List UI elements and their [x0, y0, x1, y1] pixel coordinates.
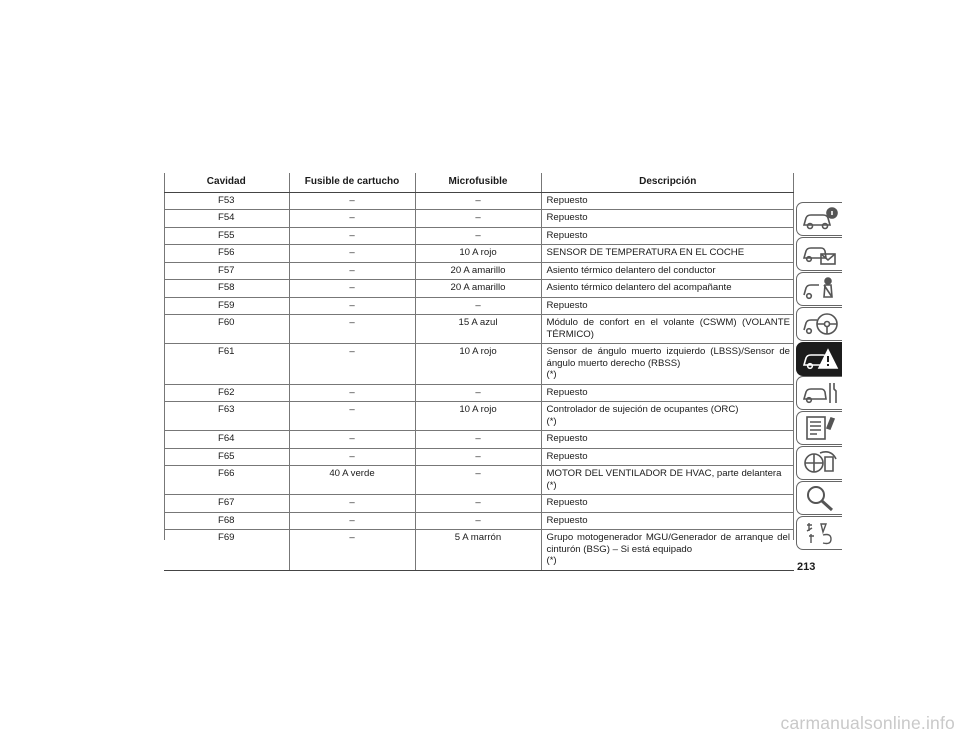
cell-description: Repuesto — [541, 431, 794, 449]
cell-cavity: F53 — [164, 192, 289, 210]
tab-servicing[interactable] — [796, 376, 842, 410]
table-row — [164, 512, 794, 530]
cell-microfuse: 20 A amarillo — [415, 262, 541, 280]
warning-triangle-car-icon — [801, 345, 839, 373]
cell-microfuse: 20 A amarillo — [415, 280, 541, 298]
tab-getting-started[interactable] — [796, 237, 842, 271]
tab-driving[interactable] — [796, 307, 842, 341]
table-row — [164, 192, 794, 210]
cell-microfuse: 10 A rojo — [415, 402, 541, 431]
tab-technical-specs[interactable] — [796, 411, 842, 445]
cell-description: Repuesto — [541, 384, 794, 402]
table-row — [164, 210, 794, 228]
chapter-tabs — [796, 202, 842, 551]
table-row — [164, 384, 794, 402]
cell-microfuse: – — [415, 227, 541, 245]
cell-cavity: F66 — [164, 466, 289, 495]
car-tools-icon — [801, 379, 839, 407]
cell-cartridge-fuse: – — [289, 431, 415, 449]
cell-microfuse: – — [415, 512, 541, 530]
car-mail-icon — [801, 240, 839, 268]
cell-microfuse: – — [415, 495, 541, 513]
cell-microfuse: – — [415, 384, 541, 402]
car-seatbelt-icon — [801, 275, 839, 303]
cell-microfuse: 10 A rojo — [415, 344, 541, 385]
table-row — [164, 297, 794, 315]
table-row — [164, 530, 794, 571]
cell-description: Repuesto — [541, 227, 794, 245]
cell-description: Controlador de sujeción de ocupantes (ORC) (*) — [541, 402, 794, 431]
cell-microfuse: – — [415, 431, 541, 449]
header-microfuse: Microfusible — [415, 173, 541, 192]
language-icon — [801, 519, 839, 547]
cell-cavity: F58 — [164, 280, 289, 298]
cell-description: Grupo motogenerador MGU/Generador de arranque del cinturón (BSG) – Si está equipado (*) — [541, 530, 794, 571]
header-cavity: Cavidad — [164, 173, 289, 192]
table-row — [164, 448, 794, 466]
cell-cartridge-fuse: – — [289, 297, 415, 315]
table-row — [164, 262, 794, 280]
cell-cavity: F69 — [164, 530, 289, 571]
cell-cartridge-fuse: 40 A verde — [289, 466, 415, 495]
cell-cavity: F65 — [164, 448, 289, 466]
table-row — [164, 402, 794, 431]
cell-cavity: F61 — [164, 344, 289, 385]
cell-cartridge-fuse: – — [289, 530, 415, 571]
cell-description: Repuesto — [541, 512, 794, 530]
tab-safety[interactable] — [796, 272, 842, 306]
cell-description: Repuesto — [541, 495, 794, 513]
cell-description: Asiento térmico delantero del acompañante — [541, 280, 794, 298]
cell-cavity: F56 — [164, 245, 289, 263]
table-row — [164, 466, 794, 495]
cell-cartridge-fuse: – — [289, 495, 415, 513]
cell-cartridge-fuse: – — [289, 210, 415, 228]
cell-description: SENSOR DE TEMPERATURA EN EL COCHE — [541, 245, 794, 263]
table-row — [164, 227, 794, 245]
tab-getting-to-know[interactable] — [796, 202, 842, 236]
table-row — [164, 431, 794, 449]
cell-description: Módulo de confort en el volante (CSWM) (VOLANTE TÉRMICO) — [541, 315, 794, 344]
cell-cartridge-fuse: – — [289, 245, 415, 263]
table-row — [164, 245, 794, 263]
cell-cartridge-fuse: – — [289, 344, 415, 385]
table-row — [164, 280, 794, 298]
cell-cartridge-fuse: – — [289, 192, 415, 210]
cell-cartridge-fuse: – — [289, 448, 415, 466]
steering-wheel-icon — [801, 310, 839, 338]
cell-microfuse: – — [415, 210, 541, 228]
cell-cartridge-fuse: – — [289, 262, 415, 280]
cell-description: Sensor de ángulo muerto izquierdo (LBSS)/Sensor de ángulo muerto derecho (RBSS) (*) — [541, 344, 794, 385]
cell-cavity: F67 — [164, 495, 289, 513]
cell-cartridge-fuse: – — [289, 280, 415, 298]
checklist-icon — [801, 414, 839, 442]
navigation-phone-icon — [801, 449, 839, 477]
cell-description: Repuesto — [541, 192, 794, 210]
watermark: carmanualsonline.info — [780, 713, 955, 733]
cell-cartridge-fuse: – — [289, 512, 415, 530]
cell-description: Repuesto — [541, 448, 794, 466]
tab-multimedia[interactable] — [796, 446, 842, 480]
page-number: 213 — [797, 561, 816, 573]
table-row — [164, 495, 794, 513]
cell-cavity: F62 — [164, 384, 289, 402]
table-header-row — [164, 173, 794, 192]
cell-cavity: F54 — [164, 210, 289, 228]
cell-description: Repuesto — [541, 210, 794, 228]
cell-microfuse: 5 A marrón — [415, 530, 541, 571]
cell-microfuse: 10 A rojo — [415, 245, 541, 263]
fuse-table — [164, 173, 794, 571]
cell-cartridge-fuse: – — [289, 315, 415, 344]
cell-cavity: F68 — [164, 512, 289, 530]
header-description: Descripción — [541, 173, 794, 192]
cell-microfuse: – — [415, 192, 541, 210]
cell-description: Asiento térmico delantero del conductor — [541, 262, 794, 280]
cell-cavity: F63 — [164, 402, 289, 431]
cell-cavity: F55 — [164, 227, 289, 245]
cell-cavity: F59 — [164, 297, 289, 315]
fuse-table-body — [164, 192, 794, 570]
cell-cartridge-fuse: – — [289, 227, 415, 245]
cell-cavity: F64 — [164, 431, 289, 449]
cell-cavity: F60 — [164, 315, 289, 344]
cell-description: Repuesto — [541, 297, 794, 315]
cell-cartridge-fuse: – — [289, 402, 415, 431]
header-cartridge-fuse: Fusible de cartucho — [289, 173, 415, 192]
cell-microfuse: – — [415, 466, 541, 495]
tab-index[interactable] — [796, 516, 842, 550]
table-row — [164, 315, 794, 344]
cell-microfuse: – — [415, 297, 541, 315]
tab-emergency[interactable] — [796, 342, 842, 376]
cell-microfuse: 15 A azul — [415, 315, 541, 344]
magnifier-icon — [801, 484, 839, 512]
cell-cavity: F57 — [164, 262, 289, 280]
car-info-icon — [801, 205, 839, 233]
cell-cartridge-fuse: – — [289, 384, 415, 402]
cell-microfuse: – — [415, 448, 541, 466]
tab-customer-assistance[interactable] — [796, 481, 842, 515]
cell-description: MOTOR DEL VENTILADOR DE HVAC, parte delantera (*) — [541, 466, 794, 495]
table-row — [164, 344, 794, 385]
